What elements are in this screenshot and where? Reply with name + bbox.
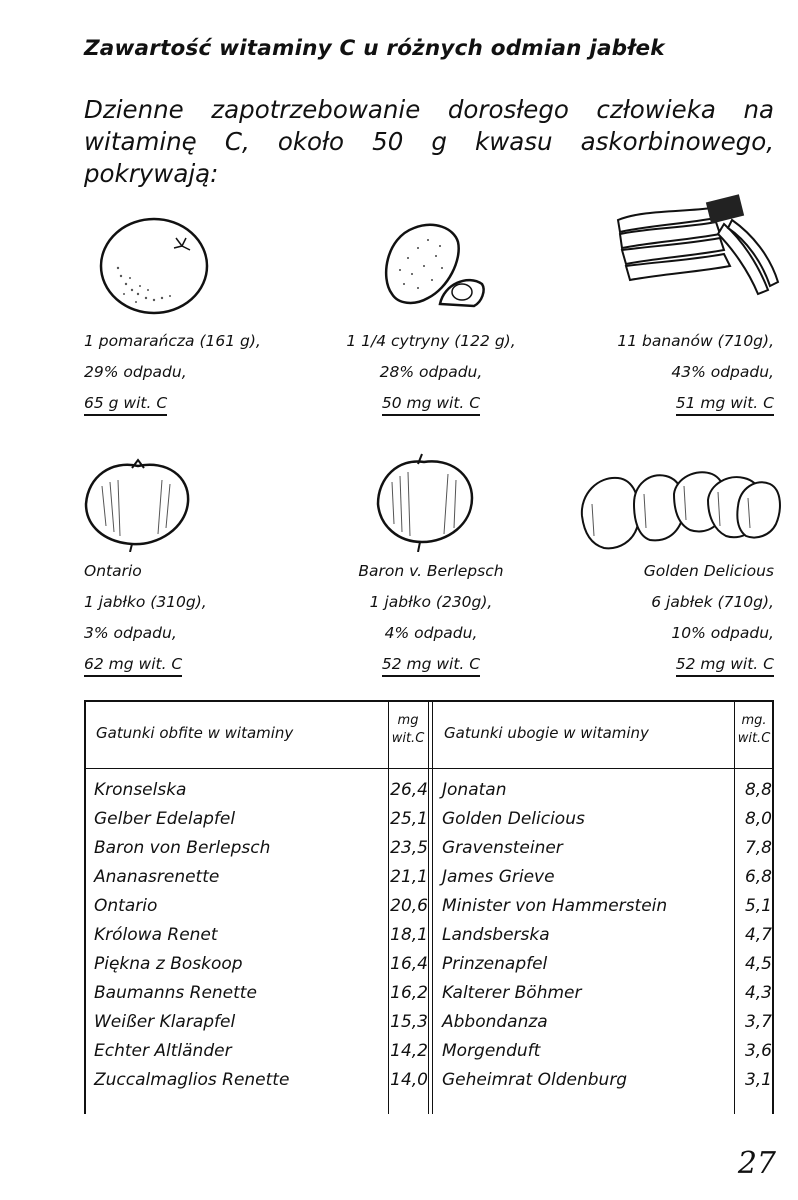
table-row — [94, 809, 428, 838]
berlepsch-caption — [326, 556, 536, 680]
rich-varieties-header: Gatunki obfite w witaminy — [96, 724, 294, 742]
vitamin-c-value: 25,1 — [390, 809, 428, 829]
variety-name: Morgenduft — [442, 1041, 541, 1061]
table-row — [442, 983, 772, 1012]
variety-name: Kalterer Böhmer — [442, 983, 582, 1003]
vitamin-c-value: 7,8 — [744, 838, 772, 858]
variety-name: Echter Altländer — [94, 1041, 232, 1061]
banana-vitamin-c: 51 mg wit. C — [676, 392, 774, 416]
variety-name: Golden Delicious — [442, 809, 585, 829]
variety-name: Landsberska — [442, 925, 550, 945]
vitamin-c-value: 23,5 — [390, 838, 428, 858]
variety-name: Prinzenapfel — [442, 954, 548, 974]
table-row — [94, 983, 428, 1012]
lemon-vitamin-c: 50 mg wit. C — [382, 392, 480, 416]
berlepsch-waste: 4% odpadu, — [384, 624, 478, 642]
variety-name: Baron von Berlepsch — [94, 838, 271, 858]
variety-name: James Grieve — [442, 867, 555, 887]
vitamin-c-value: 4,5 — [744, 954, 772, 974]
ontario-amount: 1 jabłko (310g), — [84, 593, 207, 611]
lemon-illustration — [378, 218, 490, 314]
variety-name: Minister von Hammerstein — [442, 896, 668, 916]
table-row — [94, 1041, 428, 1070]
table-row — [442, 954, 772, 983]
banana-caption — [534, 326, 774, 419]
page-heading: Zawartość witaminy C u różnych odmian jabłek — [84, 36, 665, 61]
golden-delicious-vitamin-c: 52 mg wit. C — [676, 653, 774, 677]
vitamin-c-value: 3,6 — [744, 1041, 772, 1061]
vitamin-c-value: 8,0 — [744, 809, 772, 829]
variety-name: Ananasrenette — [94, 867, 220, 887]
table-row — [94, 1070, 428, 1099]
apples-group-illustration — [578, 464, 782, 554]
variety-name: Gravensteiner — [442, 838, 563, 858]
vitamin-c-value: 15,3 — [390, 1012, 428, 1032]
rich-unit-header: mg wit.C — [391, 713, 425, 746]
apple-ontario-illustration — [82, 456, 194, 552]
table-row — [442, 780, 772, 809]
apple-berlepsch-illustration — [374, 452, 476, 552]
orange-amount: 1 pomarańcza (161 g), — [84, 332, 261, 350]
banana-waste: 43% odpadu, — [671, 363, 774, 381]
table-row — [94, 925, 428, 954]
golden-delicious-amount: 6 jabłek (710g), — [651, 593, 774, 611]
vitamin-c-value: 4,3 — [744, 983, 772, 1003]
berlepsch-amount: 1 jabłko (230g), — [369, 593, 493, 611]
vitamin-c-value: 6,8 — [744, 867, 772, 887]
variety-name: Weißer Klarapfel — [94, 1012, 236, 1032]
vitamin-c-value: 14,2 — [390, 1041, 428, 1061]
golden-delicious-name: Golden Delicious — [643, 562, 774, 580]
ontario-vitamin-c: 62 mg wit. C — [84, 653, 182, 677]
vitamin-c-value: 26,4 — [390, 780, 428, 800]
table-row — [94, 896, 428, 925]
variety-name: Baumanns Renette — [94, 983, 257, 1003]
table-row — [94, 1012, 428, 1041]
table-row — [94, 780, 428, 809]
variety-name: Kronselska — [94, 780, 187, 800]
lemon-amount: 1 1/4 cytryny (122 g), — [346, 332, 516, 350]
poor-varieties-header: Gatunki ubogie w witaminy — [444, 724, 649, 742]
variety-name: Piękna z Boskoop — [94, 954, 243, 974]
lemon-caption — [326, 326, 536, 419]
table-row — [442, 925, 772, 954]
vitamin-c-value: 14,0 — [390, 1070, 428, 1090]
golden-delicious-caption — [534, 556, 774, 680]
banana-amount: 11 bananów (710g), — [617, 332, 774, 350]
variety-name: Abbondanza — [442, 1012, 548, 1032]
intro-paragraph: Dzienne zapotrzebowanie dorosłego człowieka na witaminę C, około 50 g kwasu askorbinowego, pokrywają: — [84, 95, 774, 188]
lemon-waste: 28% odpadu, — [379, 363, 483, 381]
table-row — [442, 867, 772, 896]
vitamin-c-value: 20,6 — [390, 896, 428, 916]
variety-name: Geheimrat Oldenburg — [442, 1070, 628, 1090]
orange-vitamin-c: 65 g wit. C — [84, 392, 167, 416]
table-row — [94, 954, 428, 983]
variety-name: Zuccalmaglios Renette — [94, 1070, 290, 1090]
banana-bunch-illustration — [612, 190, 782, 302]
column-divider — [432, 702, 433, 1114]
table-row — [442, 1041, 772, 1070]
table-row — [94, 867, 428, 896]
column-divider — [428, 702, 429, 1114]
vitamin-c-value: 8,8 — [744, 780, 772, 800]
variety-name: Gelber Edelapfel — [94, 809, 236, 829]
berlepsch-name: Baron v. Berlepsch — [358, 562, 504, 580]
orange-waste: 29% odpadu, — [84, 363, 187, 381]
variety-name: Jonatan — [442, 780, 507, 800]
vitamin-c-value: 3,7 — [744, 1012, 772, 1032]
table-row — [442, 809, 772, 838]
golden-delicious-waste: 10% odpadu, — [671, 624, 774, 642]
ontario-waste: 3% odpadu, — [84, 624, 177, 642]
ontario-name: Ontario — [84, 562, 142, 580]
vitamin-c-value: 16,2 — [390, 983, 428, 1003]
vitamin-c-table — [84, 700, 774, 1114]
variety-name: Ontario — [94, 896, 158, 916]
table-row — [442, 896, 772, 925]
table-row — [442, 838, 772, 867]
vitamin-c-value: 3,1 — [744, 1070, 772, 1090]
variety-name: Królowa Renet — [94, 925, 218, 945]
vitamin-c-value: 21,1 — [390, 867, 428, 887]
berlepsch-vitamin-c: 52 mg wit. C — [382, 653, 480, 677]
table-row — [94, 838, 428, 867]
poor-unit-header: mg. wit.C — [737, 713, 771, 746]
page-number: 27 — [737, 1146, 776, 1181]
vitamin-c-value: 5,1 — [744, 896, 772, 916]
ontario-caption — [84, 556, 207, 680]
vitamin-c-value: 16,4 — [390, 954, 428, 974]
table-header-rule — [86, 768, 772, 769]
vitamin-c-value: 4,7 — [744, 925, 772, 945]
orange-caption — [84, 326, 261, 419]
orange-illustration — [96, 214, 214, 318]
vitamin-c-value: 18,1 — [390, 925, 428, 945]
table-row — [442, 1070, 772, 1099]
table-row — [442, 1012, 772, 1041]
